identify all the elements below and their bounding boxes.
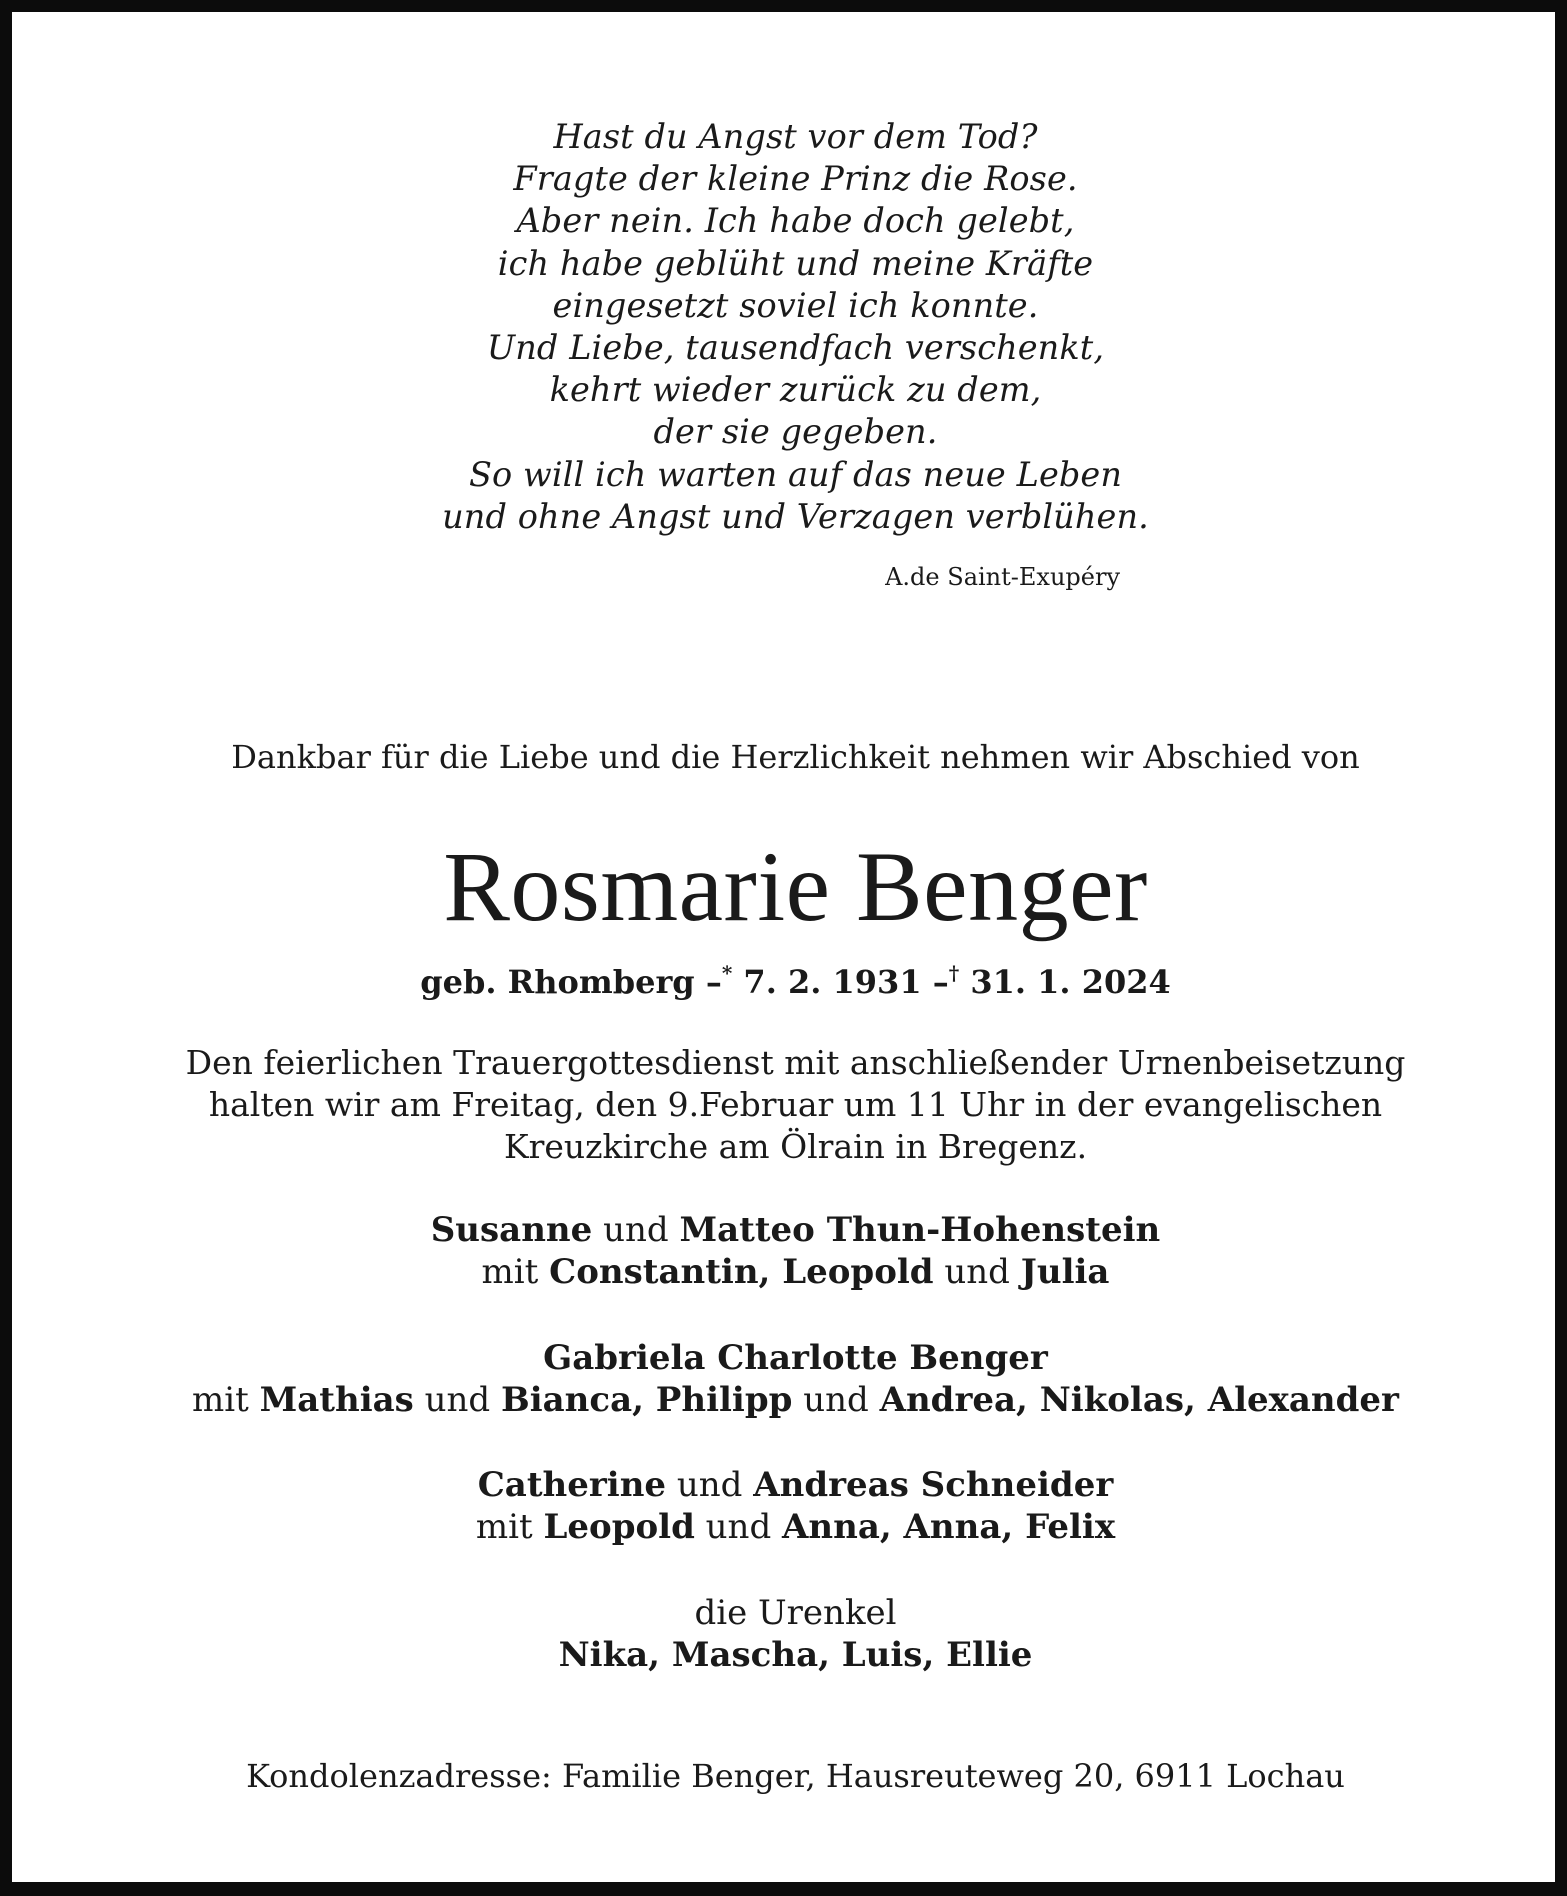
deceased-name: Rosmarie Benger	[443, 831, 1148, 942]
birth-date: 7. 2. 1931	[743, 963, 922, 1001]
conjunction: mit	[475, 1507, 533, 1547]
conjunction: und	[705, 1507, 772, 1547]
poem-line: ich habe geblüht und meine Kräfte	[497, 243, 1094, 283]
intro-text: Dankbar für die Liebe und die Herzlichkeit nehmen wir Abschied von	[231, 738, 1360, 776]
poem-line: Und Liebe, tausendfach verschenkt,	[486, 328, 1105, 368]
poem-line: kehrt wieder zurück zu dem,	[549, 370, 1042, 410]
conjunction: und	[676, 1465, 743, 1505]
family-name: Andrea, Nikolas, Alexander	[879, 1380, 1399, 1420]
poem-line: und ohne Angst und Verzagen verblühen.	[442, 496, 1149, 536]
family-group-4	[12, 1592, 1567, 1676]
dash: –	[705, 963, 722, 1001]
service-line: Kreuzkirche am Ölrain in Bregenz.	[503, 1127, 1088, 1166]
family-name: Catherine	[477, 1465, 667, 1505]
life-dates	[12, 962, 1567, 1002]
family-name: Leopold	[543, 1507, 695, 1547]
conjunction: mit	[192, 1380, 249, 1420]
family-name: Andreas Schneider	[753, 1465, 1114, 1505]
family-line	[12, 1506, 1567, 1548]
family-name: Susanne	[430, 1210, 593, 1250]
family-name: Gabriela Charlotte Benger	[543, 1338, 1048, 1378]
family-line	[12, 1337, 1567, 1379]
conjunction: und	[944, 1252, 1010, 1292]
family-line	[12, 1464, 1567, 1506]
dash: –	[932, 963, 949, 1001]
death-symbol: †	[948, 961, 960, 985]
urenkel-label: die Urenkel	[694, 1593, 897, 1633]
poem-author: A.de Saint-Exupéry	[885, 563, 1120, 591]
conjunction: und	[603, 1210, 669, 1250]
poem-line: So will ich warten auf das neue Leben	[468, 454, 1123, 494]
family-name: Constantin, Leopold	[549, 1252, 934, 1292]
family-group-3	[12, 1464, 1567, 1548]
poem-line: Aber nein. Ich habe doch gelebt,	[516, 201, 1075, 241]
family-name: Bianca, Philipp	[501, 1380, 793, 1420]
family-line	[12, 1251, 1567, 1293]
family-name: Julia	[1020, 1252, 1110, 1292]
service-line: Den feierlichen Trauergottesdienst mit anschließender Urnenbeisetzung	[185, 1043, 1406, 1082]
poem	[12, 116, 1567, 538]
birth-symbol: *	[721, 961, 733, 985]
family-name: Nika, Mascha, Luis, Ellie	[558, 1635, 1033, 1675]
family-name: Mathias	[259, 1380, 414, 1420]
conjunction: und	[424, 1380, 491, 1420]
family-line	[12, 1209, 1567, 1251]
conjunction: und	[803, 1380, 869, 1420]
service-info	[12, 1042, 1567, 1168]
family-name: Matteo Thun-Hohenstein	[679, 1210, 1161, 1250]
poem-line: der sie gegeben.	[653, 412, 938, 452]
poem-line: Hast du Angst vor dem Tod?	[553, 117, 1038, 156]
family-line	[12, 1634, 1567, 1676]
conjunction: mit	[481, 1252, 539, 1292]
family-group-2	[12, 1337, 1567, 1421]
service-line: halten wir am Freitag, den 9.Februar um 11 Uhr in der evangelischen	[208, 1085, 1383, 1124]
maiden-name: geb. Rhomberg	[420, 963, 695, 1001]
family-group-1	[12, 1209, 1567, 1293]
condolence-address: Kondolenzadresse: Familie Benger, Hausreuteweg 20, 6911 Lochau	[246, 1757, 1345, 1795]
death-date: 31. 1. 2024	[970, 963, 1171, 1001]
poem-line: Fragte der kleine Prinz die Rose.	[513, 159, 1078, 199]
poem-line: eingesetzt soviel ich konnte.	[552, 285, 1039, 325]
family-line	[12, 1379, 1567, 1421]
family-name: Anna, Anna, Felix	[782, 1507, 1116, 1547]
